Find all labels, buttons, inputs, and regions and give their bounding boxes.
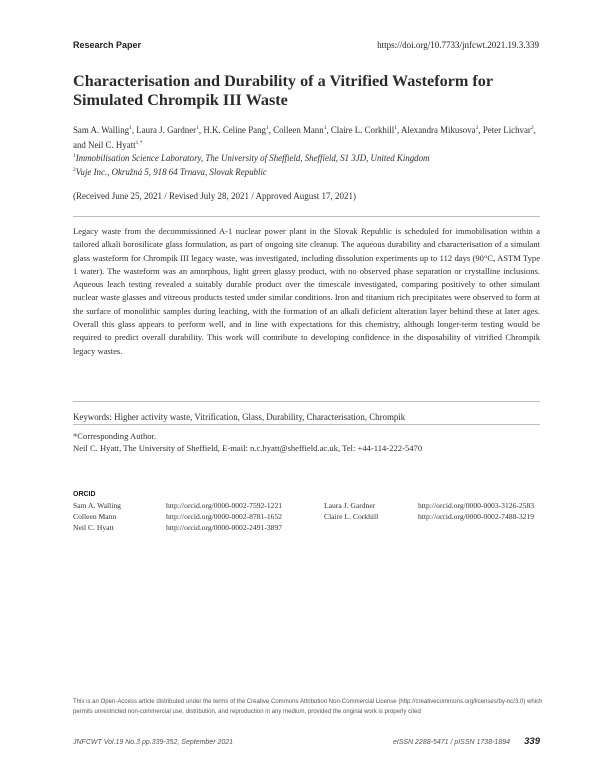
orcid-name: Laura J. Gardner <box>324 501 376 510</box>
corresponding-details: Neil C. Hyatt, The University of Sheffield, E-mail: n.c.hyatt@sheffield.ac.uk, Tel: +44-114-222-5470 <box>73 442 423 453</box>
orcid-name: Sam A. Walling <box>73 501 121 510</box>
author-name: Sam A. Walling <box>73 124 130 135</box>
author-affiliation-marker: 1 <box>323 125 327 131</box>
section-label: Research Paper <box>73 40 142 50</box>
affiliation-1: $^1$Immobilisation Science Laboratory, The University of Sheffield, Sheffield, S1 3JD, United Kingdom <box>73 152 430 163</box>
author-affiliation-marker: 1 <box>129 125 132 131</box>
author-affiliation-marker: 2 <box>475 125 479 131</box>
author-name: Colleen Mann <box>273 124 324 135</box>
orcid-id[interactable]: http://orcid.org/0000-0002-7592-1221 <box>166 501 283 510</box>
orcid-id[interactable]: http://orcid.org/0000-0003-3126-2583 <box>418 501 535 510</box>
doi-link[interactable]: https://doi.org/10.7733/jnfcwt.2021.19.3.339 <box>377 40 539 50</box>
author-list: Sam A. Walling$^1$, Laura J. Gardner$^1$, H.K. Celine Pang$^1$, Colleen Mann$^1$, Claire L. Corkhill$^1$, Alexandra Mikusova$^2$, Peter Lichvar$^2$, and Neil C. Hyatt$^{1,*}$ <box>73 124 536 151</box>
author-name: Alexandra Mikusova <box>400 124 476 135</box>
divider-bottom <box>73 424 540 425</box>
author-name: Neil C. Hyatt <box>88 140 136 151</box>
author-affiliation-marker: 1 <box>196 125 199 131</box>
author-affiliation-marker: 1,* <box>135 140 143 147</box>
orcid-name: Neil C. Hyatt <box>73 523 114 532</box>
corresponding-author <box>73 431 543 455</box>
corresponding-label: *Corresponding Author. <box>73 431 157 441</box>
orcid-id[interactable]: http://orcid.org/0000-0002-7488-3219 <box>418 512 535 521</box>
paper-title: Characterisation and Durability of a Vitrified Wasteform for Simulated Chrompik III Waste <box>73 72 493 109</box>
orcid-id[interactable]: http://orcid.org/0000-0002-2491-3897 <box>166 523 283 532</box>
author-name: Peter Lichvar <box>482 124 531 135</box>
author-affiliation-marker: 1 <box>394 125 397 131</box>
divider-top <box>73 216 540 217</box>
affiliation-2: $^2$Vuje Inc., Okružná 5, 918 64 Trnava, Slovak Republic <box>73 166 267 177</box>
page-number: 339 <box>524 736 540 747</box>
journal-citation: JNFCWT Vol.19 No.3 pp.339-352, September 2021 <box>73 739 234 746</box>
divider-middle <box>73 401 540 402</box>
orcid-heading: ORCID <box>73 491 96 498</box>
orcid-name: Colleen Mann <box>73 512 117 521</box>
author-name: Laura J. Gardner <box>136 124 197 135</box>
received-dates: (Received June 25, 2021 / Revised July 28, 2021 / Approved August 17, 2021) <box>73 191 356 201</box>
abstract: Legacy waste from the decommissioned A-1 nuclear power plant in the Slovak Republic is scheduled for immobilisation within a tailored alkali borosilicate glass formulation, as part of ongoing site cleanup. The aqueous durability and characterisation of a simulant glass wasteform for Chrompik III legacy waste, was investigated, including dissolution experiments up to 112 days (90°C, ASTM Type 1 water). The wasteform was an amorphous, light green glassy product, with no observed phase separation or crystalline inclusions. Aqueous leach testing revealed a suitably durable product over the timescale investigated, comparing positively to other simulant nuclear waste glasses and vitreous products tested under similar conditions. Iron and titanium rich precipitates were observed to form at the surface of monolithic samples during leaching, with the formation of an alkali deficient alteration layer behind these at later ages. Overall this glass appears to perform well, and in line with expectations for this chemistry, although longer-term testing would be required to predict overall durability. This work will contribute to developing confidence in the disposability of vitrified Chrompik legacy wastes. <box>73 226 540 356</box>
license-notice: This is an Open-Access article distributed under the terms of the Creative Commons Attribution Non-Commercial License (http://creativecommons.org/licenses/by-nc/3.0) which permits unrestricted non-commercial use, distribution, and reproduction in any medium, provided the original work is properly cited <box>73 699 543 715</box>
author-name: Claire L. Corkhill <box>330 124 395 135</box>
orcid-id[interactable]: http://orcid.org/0000-0002-8781-1652 <box>166 512 283 521</box>
author-affiliation-marker: 1 <box>265 125 269 131</box>
issn: eISSN 2288-5471 / pISSN 1738-1894 <box>392 739 510 746</box>
author-name: H.K. Celine Pang <box>203 124 266 135</box>
keywords: Keywords: Higher activity waste, Vitrification, Glass, Durability, Characterisation, Chrompik <box>73 412 406 422</box>
orcid-name: Claire L. Corkhill <box>324 512 379 521</box>
author-affiliation-marker: 2 <box>530 125 534 131</box>
